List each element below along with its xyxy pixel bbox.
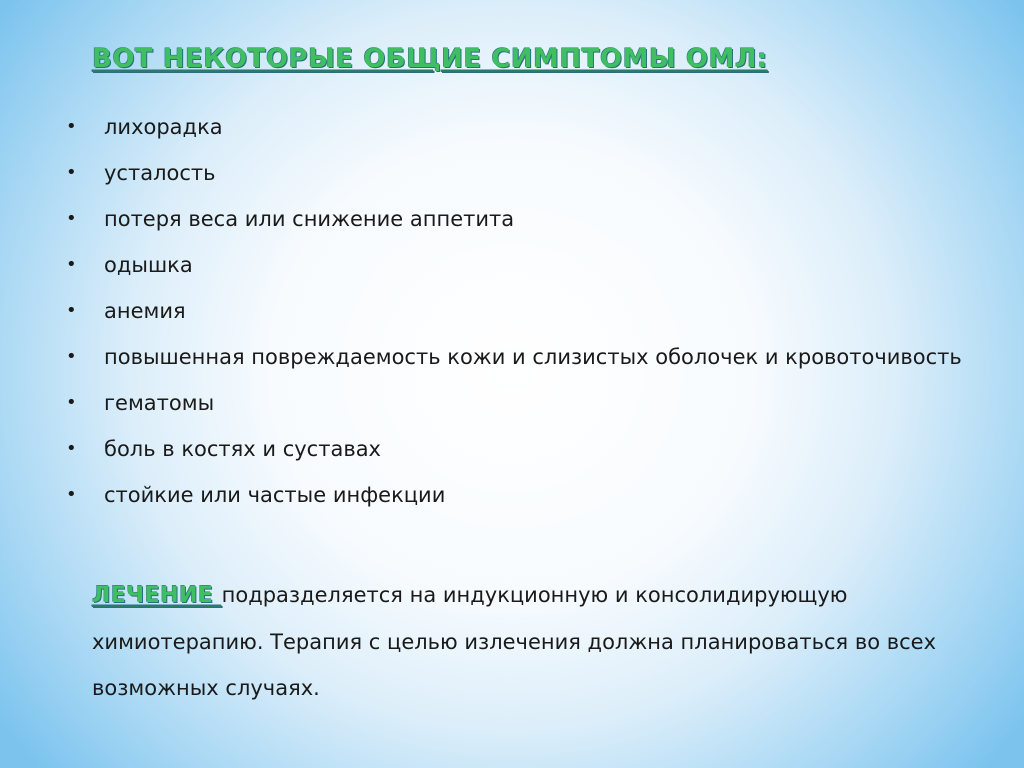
symptom-item [62, 242, 962, 288]
slide-title: ВОТ НЕКОТОРЫЕ ОБЩИЕ СИМПТОМЫ ОМЛ: [92, 44, 768, 74]
symptom-item [62, 426, 962, 472]
bullet-dot-icon: • [66, 484, 77, 505]
symptom-item [62, 288, 962, 334]
bullet-dot-icon: • [66, 438, 77, 459]
bullet-dot-icon: • [66, 162, 77, 183]
bullet-dot-icon: • [66, 116, 77, 137]
symptom-list [62, 104, 962, 518]
treatment-paragraph [92, 572, 962, 711]
bullet-dot-icon: • [66, 208, 77, 229]
bullet-dot-icon: • [66, 346, 77, 367]
symptom-text: анемия [104, 299, 186, 323]
symptom-item [62, 104, 962, 150]
bullet-dot-icon: • [66, 392, 77, 413]
symptom-text: усталость [104, 161, 216, 185]
symptom-item [62, 334, 962, 380]
symptom-item [62, 380, 962, 426]
symptom-text: стойкие или частые инфекции [104, 483, 446, 507]
bullet-dot-icon: • [66, 254, 77, 275]
symptom-text: повышенная повреждаемость кожи и слизистых оболочек и кровоточивость [104, 345, 962, 369]
treatment-heading: ЛЕЧЕНИЕ [92, 583, 222, 608]
symptom-item [62, 150, 962, 196]
symptom-text: потеря веса или снижение аппетита [104, 207, 515, 231]
symptom-text: боль в костях и суставах [104, 437, 381, 461]
symptom-text: одышка [104, 253, 193, 277]
treatment-text: подразделяется на индукционную и консолидирующую химиотерапию. Терапия с целью излечения должна планироваться во всех возможных случаях. [92, 583, 936, 700]
symptom-text: гематомы [104, 391, 215, 415]
bullet-dot-icon: • [66, 300, 77, 321]
symptom-item [62, 196, 962, 242]
symptom-item [62, 472, 962, 518]
symptom-text: лихорадка [104, 115, 223, 139]
